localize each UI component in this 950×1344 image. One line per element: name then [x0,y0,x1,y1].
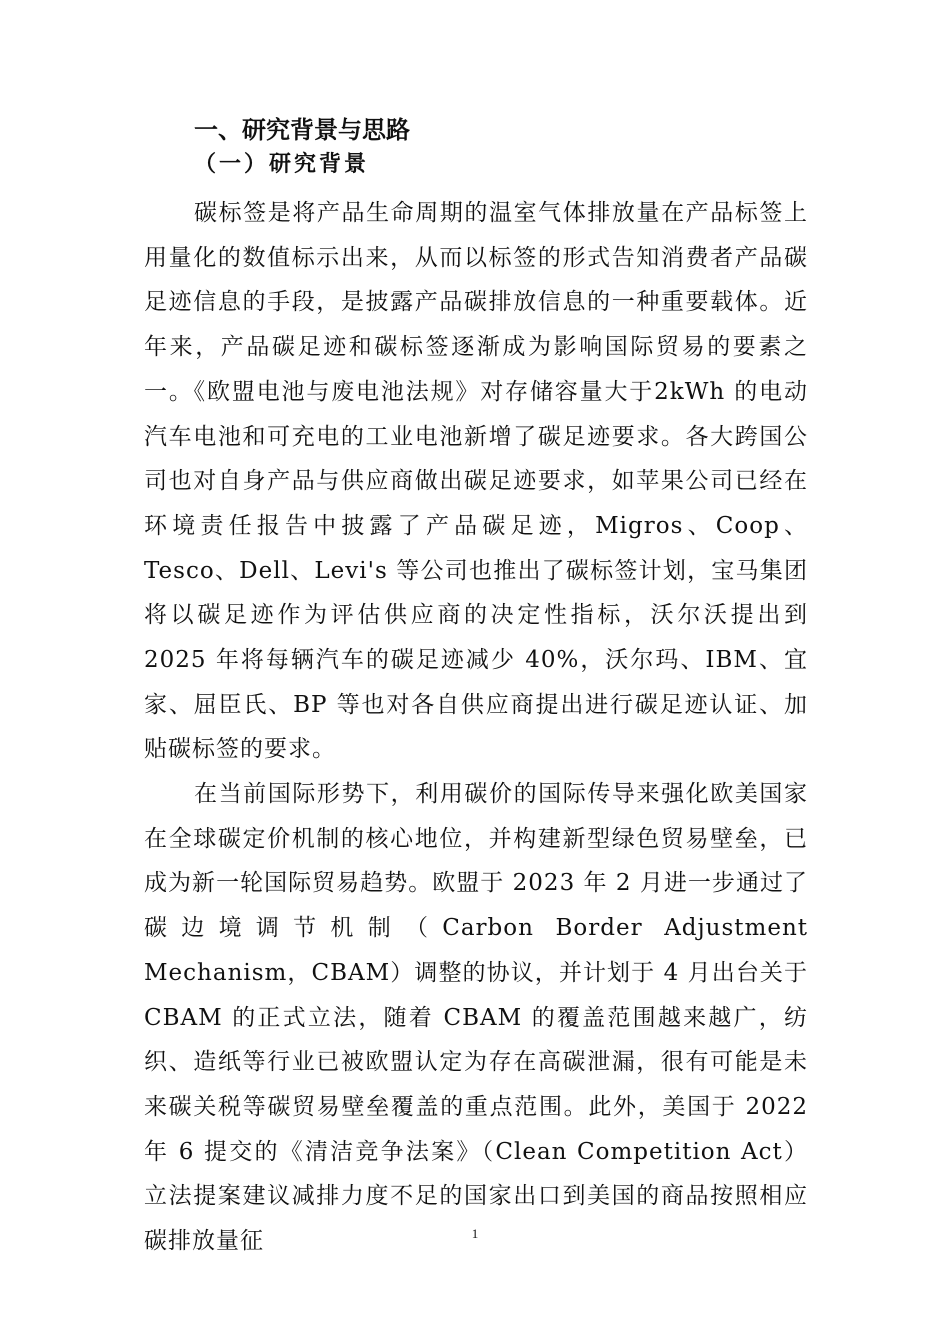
paragraph-trade-barriers: 在当前国际形势下，利用碳价的国际传导来强化欧美国家在全球碳定价机制的核心地位，并构建新型绿色贸易壁垒，已成为新一轮国际贸易趋势。欧盟于 2023 年 2 月进一步通过了碳边境调节机制（Carbon Border Adjustment Mechanism，CBAM）调整的协议，并计划于 4 月出台关于 CBAM 的正式立法，随着 CBAM 的覆盖范围越来越广，纺织、造纸等行业已被欧盟认定为存在高碳泄漏，很有可能是未来碳关税等碳贸易壁垒覆盖的重点范围。此外，美国于 2022 年 6 提交的《清洁竞争法案》（Clean Competition Act）立法提案建议减排力度不足的国家出口到美国的商品按照相应碳排放量征 [144,781,808,1255]
paragraph-block-2 [144,772,808,1264]
subsection-heading: （一）研究背景 [194,152,370,177]
paragraph-block-1 [144,191,808,772]
paragraph-carbon-label: 碳标签是将产品生命周期的温室气体排放量在产品标签上用量化的数值标示出来，从而以标签的形式告知消费者产品碳足迹信息的手段，是披露产品碳排放信息的一种重要载体。近年来，产品碳足迹和碳标签逐渐成为影响国际贸易的要素之一。《欧盟电池与废电池法规》对存储容量大于2kWh 的电动汽车电池和可充电的工业电池新增了碳足迹要求。各大跨国公司也对自身产品与供应商做出碳足迹要求，如苹果公司已经在环境责任报告中披露了产品碳足迹，Migros、Coop、Tesco、Dell、Levi's 等公司也推出了碳标签计划，宝马集团将以碳足迹作为评估供应商的决定性指标，沃尔沃提出到 2025 年将每辆汽车的碳足迹减少 40%，沃尔玛、IBM、宜家、屈臣氏、BP 等也对各自供应商提出进行碳足迹认证、加贴碳标签的要求。 [144,200,808,763]
page-number: 1 [471,1226,479,1241]
section-heading: 一、研究背景与思路 [194,116,410,144]
